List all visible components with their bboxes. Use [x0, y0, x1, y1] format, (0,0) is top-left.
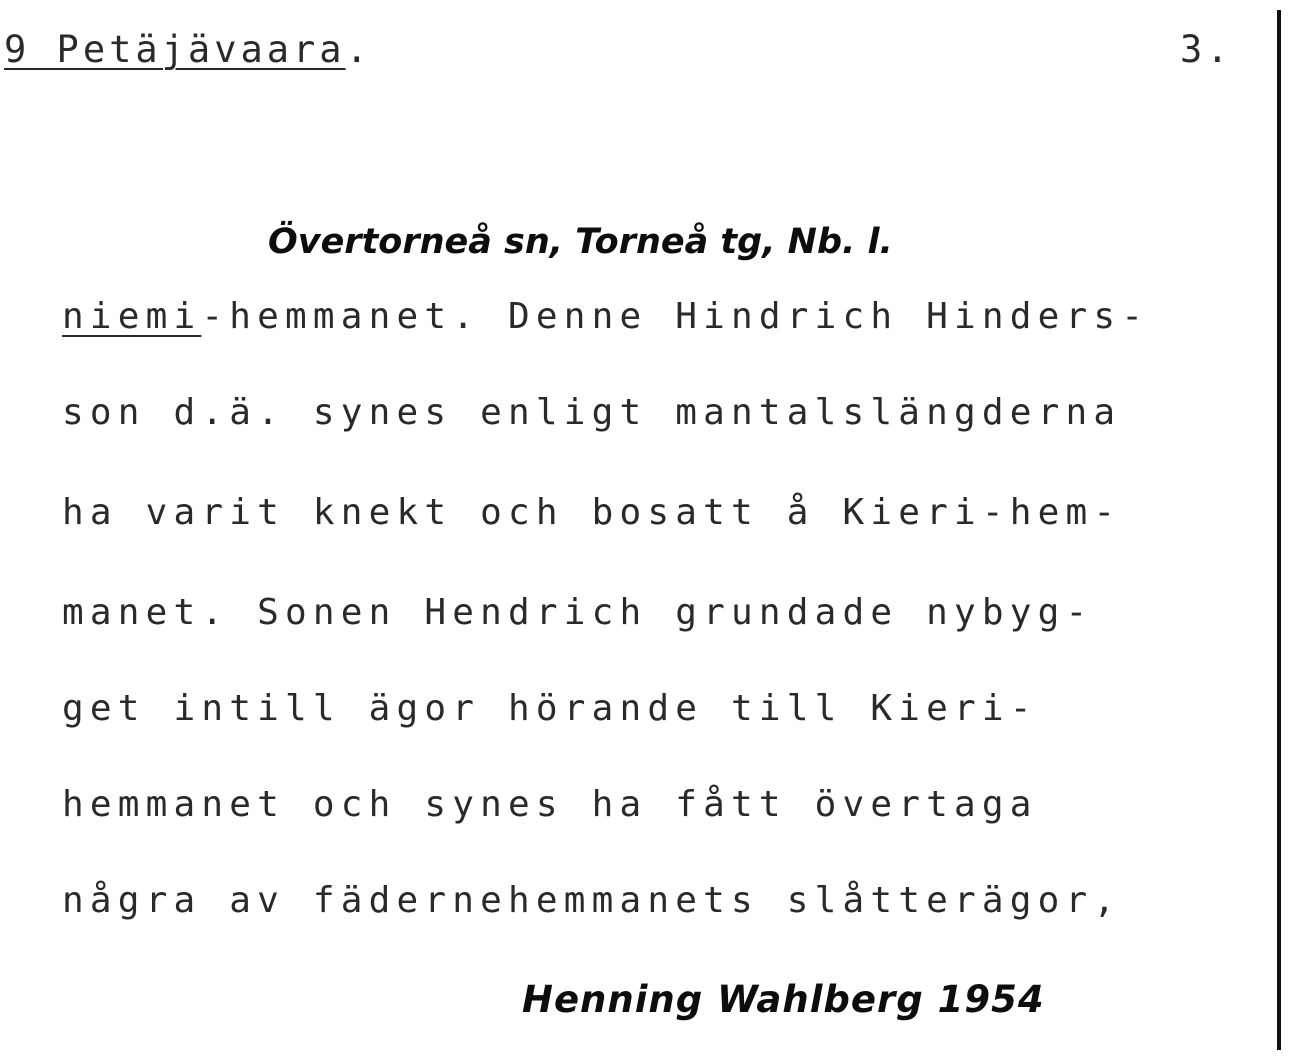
underlined-word: niemi: [62, 296, 202, 337]
parish-stamp: Övertorneå sn, Torneå tg, Nb. l.: [268, 222, 893, 262]
place-name: 9 Petäjävaara: [4, 28, 346, 71]
body-line-6: hemmanet och synes ha fått övertaga: [62, 784, 1038, 825]
body-line-7: några av fädernehemmanets slåtterägor,: [62, 880, 1122, 921]
body-line-2: son d.ä. synes enligt mantalslängderna: [62, 392, 1122, 433]
place-name-period: .: [345, 28, 372, 71]
author-signature: Henning Wahlberg 1954: [522, 978, 1045, 1021]
body-line-4: manet. Sonen Hendrich grundade nybyg-: [62, 592, 1094, 633]
body-line-1: [62, 296, 1149, 337]
card-heading: [4, 28, 372, 71]
body-line-5: get intill ägor hörande till Kieri-: [62, 688, 1038, 729]
card-edge-divider: [1277, 10, 1281, 1050]
card-page-number: 3.: [1180, 28, 1233, 71]
body-line-1-rest: -hemmanet. Denne Hindrich Hinders-: [201, 296, 1150, 337]
body-line-3: ha varit knekt och bosatt å Kieri-hem-: [62, 492, 1122, 533]
